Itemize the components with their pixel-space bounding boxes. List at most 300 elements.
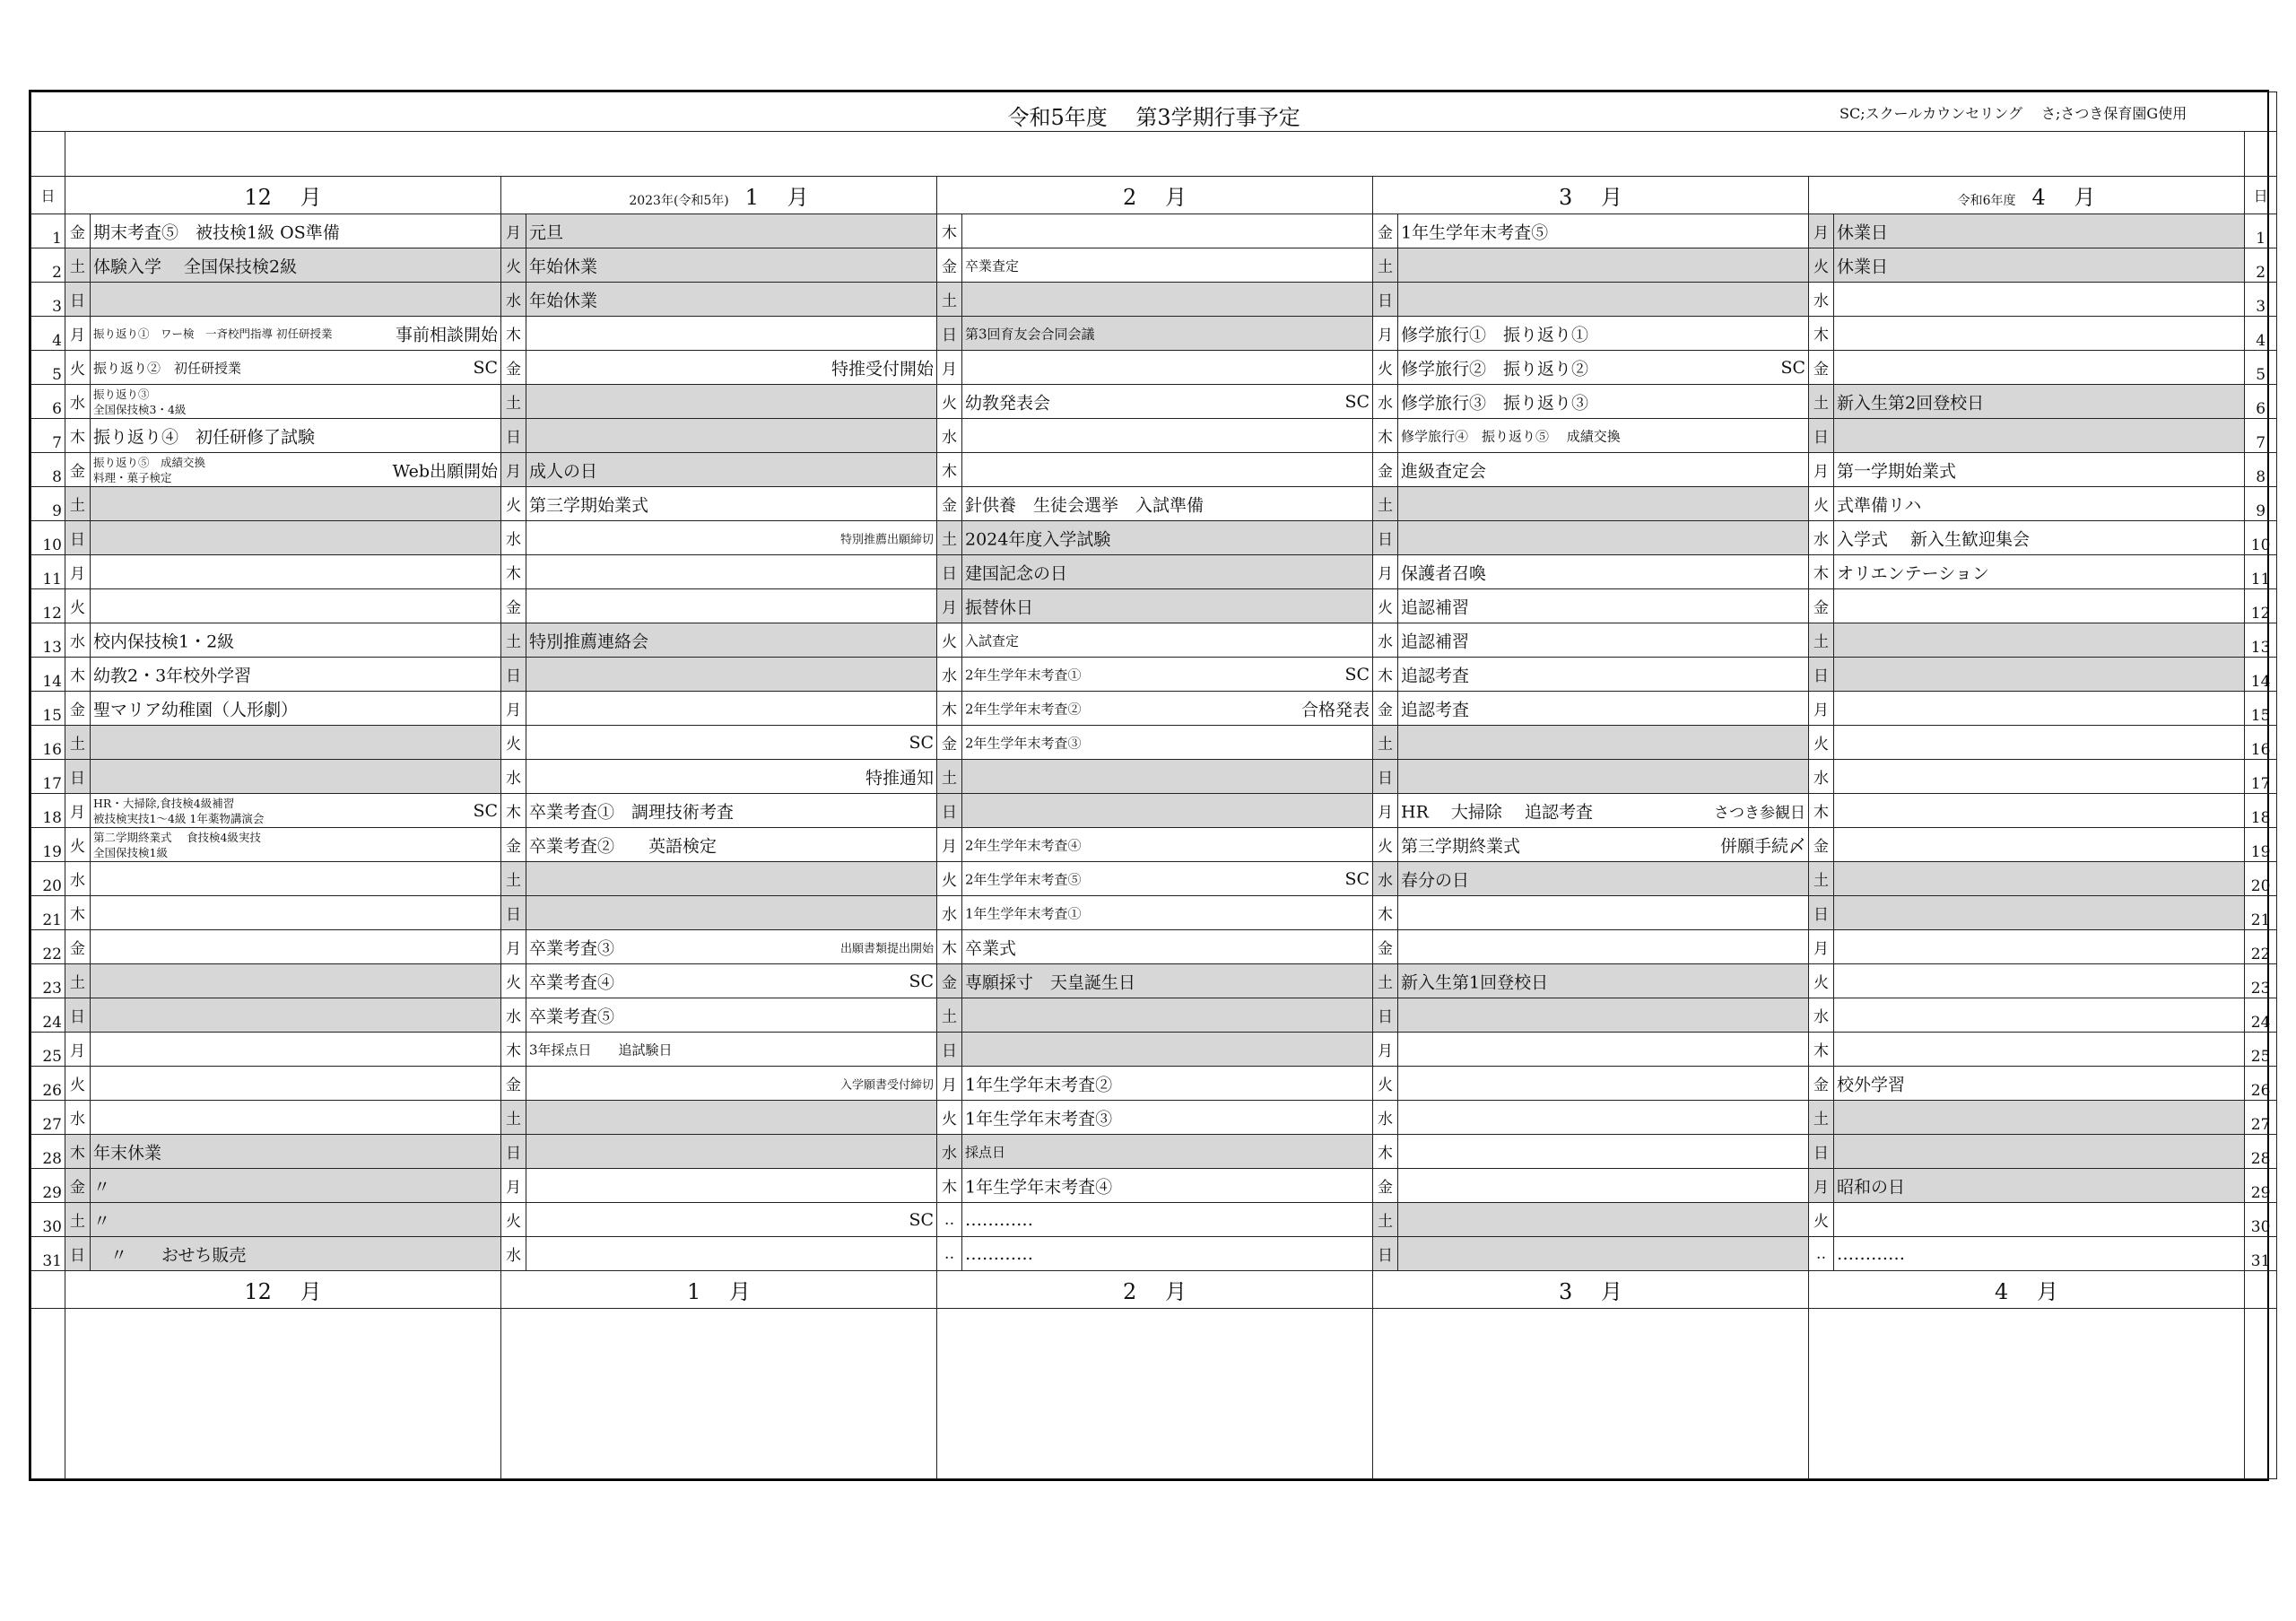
event-cell (91, 317, 501, 351)
event-text: 振替休日 (965, 597, 1034, 617)
event-text: 2年生学年末考査① (965, 667, 1082, 683)
weekday-cell (937, 555, 962, 589)
event-cell (962, 726, 1373, 760)
event-note: 特推通知 (865, 768, 934, 788)
weekday-cell (501, 1135, 526, 1169)
weekday: 土 (70, 736, 85, 754)
event-cell (1834, 726, 2245, 760)
month-header (1373, 177, 1809, 214)
event-cell (91, 623, 501, 658)
event-cell (1398, 317, 1809, 351)
event-cell (962, 283, 1373, 317)
weekday: 火 (1378, 361, 1393, 379)
day-number: 6 (31, 385, 65, 419)
weekday-cell (65, 760, 91, 794)
day-number: 29 (2245, 1169, 2277, 1203)
weekday-cell (65, 453, 91, 487)
weekday-cell (65, 1169, 91, 1203)
weekday: 日 (942, 804, 957, 822)
weekday-cell (1373, 760, 1398, 794)
weekday-cell (937, 419, 962, 453)
weekday: 土 (70, 258, 85, 276)
weekday: 火 (506, 497, 521, 515)
event-cell (1398, 453, 1809, 487)
weekday: 日 (1378, 1247, 1393, 1265)
event-cell (526, 317, 937, 351)
event-cell (1398, 1169, 1809, 1203)
weekday: 月 (506, 1179, 521, 1197)
weekday-cell (65, 521, 91, 555)
event-cell (1834, 248, 2245, 283)
event-cell (1398, 794, 1809, 828)
weekday: 日 (70, 770, 85, 788)
event-cell (1834, 794, 2245, 828)
weekday: 金 (1378, 702, 1393, 719)
day-number: 30 (2245, 1203, 2277, 1237)
event-cell (962, 555, 1373, 589)
event-text: 年始休業 (529, 257, 598, 276)
weekday-cell (1809, 1237, 1834, 1271)
event-text: 入試査定 (965, 632, 1020, 649)
weekday: 金 (942, 974, 957, 992)
event-cell (91, 726, 501, 760)
day-number: 2 (31, 248, 65, 283)
event-cell (962, 589, 1373, 623)
weekday: 木 (70, 667, 85, 685)
event-text: 2年生学年末考査⑤ (965, 871, 1082, 887)
month-footer-label: 2 月 (1123, 1279, 1187, 1304)
event-text: 卒業考査① 調理技術考査 (529, 802, 735, 822)
event-cell (91, 862, 501, 896)
event-text: 3年採点日 追試験日 (529, 1041, 673, 1058)
weekday: 土 (1378, 974, 1393, 992)
event-cell (91, 589, 501, 623)
weekday: 金 (70, 940, 85, 958)
event-cell (526, 1237, 937, 1271)
weekday-cell (1809, 964, 1834, 998)
weekday: 金 (1813, 1076, 1829, 1094)
day-number: 23 (2245, 964, 2277, 998)
notes-area (65, 1309, 501, 1479)
day-number: 15 (31, 692, 65, 726)
weekday-cell (1809, 726, 1834, 760)
weekday-cell (501, 794, 526, 828)
event-cell (1398, 623, 1809, 658)
day-number: 16 (2245, 726, 2277, 760)
event-text: 1年生学年末考査② (965, 1075, 1113, 1094)
weekday: 木 (942, 940, 957, 958)
month-prefix: 2023年(令和5年) (629, 194, 729, 208)
day-number: 19 (31, 828, 65, 862)
event-cell (1834, 419, 2245, 453)
weekday-cell (501, 214, 526, 248)
weekday: 火 (1813, 497, 1829, 515)
event-cell (962, 453, 1373, 487)
month-label: 1 月 (744, 185, 809, 210)
day-number: 13 (2245, 623, 2277, 658)
weekday: 日 (70, 1247, 85, 1265)
weekday-cell (501, 623, 526, 658)
event-cell (526, 794, 937, 828)
event-cell (1398, 1237, 1809, 1271)
day-number: 20 (31, 862, 65, 896)
weekday-cell (1373, 487, 1398, 521)
weekday-cell (501, 1101, 526, 1135)
event-cell (1834, 1169, 2245, 1203)
day-number: 8 (31, 453, 65, 487)
weekday: 水 (70, 633, 85, 651)
day-number: 21 (2245, 896, 2277, 930)
event-text: 進級査定会 (1401, 461, 1487, 481)
event-text: 卒業査定 (965, 257, 1020, 274)
weekday-cell (1373, 794, 1398, 828)
event-cell (526, 487, 937, 521)
event-text: HR・大掃除,食技検4級補習 被技検実技1～4級 1年薬物講演会 (93, 796, 265, 825)
event-text: 校内保技検1・2級 (93, 632, 235, 651)
weekday: ‥ (944, 1244, 955, 1263)
event-cell (91, 555, 501, 589)
weekday: 金 (1813, 838, 1829, 856)
weekday: 月 (506, 463, 521, 481)
event-cell (962, 862, 1373, 896)
event-cell (91, 351, 501, 385)
weekday: 金 (1378, 940, 1393, 958)
weekday: 日 (1813, 667, 1829, 685)
event-cell (526, 998, 937, 1033)
weekday-cell (937, 692, 962, 726)
event-cell (526, 589, 937, 623)
event-cell (962, 419, 1373, 453)
day-number: 6 (2245, 385, 2277, 419)
event-text: 新入生第2回登校日 (1837, 393, 1985, 413)
weekday-cell (937, 521, 962, 555)
month-footer (65, 1271, 501, 1309)
event-cell (1834, 214, 2245, 248)
day-number: 18 (31, 794, 65, 828)
event-cell (1398, 1033, 1809, 1067)
event-note: 併願手続〆 (1719, 836, 1805, 856)
event-cell (1398, 214, 1809, 248)
weekday-cell (65, 896, 91, 930)
day-label (2245, 177, 2277, 214)
weekday: 金 (70, 702, 85, 719)
event-cell (1398, 998, 1809, 1033)
event-cell (1834, 521, 2245, 555)
weekday: 火 (506, 736, 521, 754)
event-text: 保護者召喚 (1401, 563, 1487, 583)
weekday-cell (937, 385, 962, 419)
day-number: 11 (31, 555, 65, 589)
day-number: 15 (2245, 692, 2277, 726)
event-cell (91, 760, 501, 794)
event-cell (1834, 964, 2245, 998)
weekday-cell (937, 1067, 962, 1101)
weekday: 月 (942, 599, 957, 617)
event-cell (1834, 1033, 2245, 1067)
weekday: 火 (70, 599, 85, 617)
weekday-cell (65, 862, 91, 896)
event-text: 追認補習 (1401, 632, 1470, 651)
weekday-cell (65, 214, 91, 248)
weekday-cell (1809, 589, 1834, 623)
weekday: 火 (1378, 1076, 1393, 1094)
day-label (31, 177, 65, 214)
weekday-cell (937, 1101, 962, 1135)
weekday-cell (1373, 589, 1398, 623)
event-cell (526, 555, 937, 589)
event-note: SC (909, 732, 934, 753)
month-footer (937, 1271, 1373, 1309)
event-cell (962, 964, 1373, 998)
event-cell (526, 964, 937, 998)
weekday-cell (937, 351, 962, 385)
weekday: 月 (1813, 224, 1829, 242)
event-text: 特別推薦連絡会 (529, 632, 649, 651)
weekday-cell (501, 248, 526, 283)
weekday-cell (1809, 692, 1834, 726)
weekday: 日 (942, 565, 957, 583)
event-text: 第一学期始業式 (1837, 461, 1957, 481)
weekday: 水 (1378, 1111, 1393, 1129)
event-cell (526, 726, 937, 760)
schedule-table (30, 92, 2277, 1479)
weekday-cell (501, 1067, 526, 1101)
event-text: 建国記念の日 (965, 563, 1068, 583)
weekday-cell (65, 623, 91, 658)
weekday: 火 (942, 1111, 957, 1129)
day-number: 24 (31, 998, 65, 1033)
event-cell (962, 1135, 1373, 1169)
month-footer (1809, 1271, 2245, 1309)
event-cell (962, 248, 1373, 283)
weekday: 土 (506, 395, 521, 413)
weekday-cell (1373, 521, 1398, 555)
weekday-cell (1373, 385, 1398, 419)
event-cell (1398, 283, 1809, 317)
event-text: 元旦 (529, 222, 564, 242)
event-cell (1834, 760, 2245, 794)
event-cell (962, 1101, 1373, 1135)
weekday-cell (65, 385, 91, 419)
event-cell (526, 351, 937, 385)
day-number: 27 (2245, 1101, 2277, 1135)
event-cell (91, 1135, 501, 1169)
weekday: 日 (1378, 531, 1393, 549)
weekday-cell (65, 283, 91, 317)
event-cell (1834, 930, 2245, 964)
event-note: 合格発表 (1300, 700, 1370, 719)
weekday-cell (937, 589, 962, 623)
weekday-cell (501, 487, 526, 521)
weekday-cell (937, 862, 962, 896)
weekday: 火 (1813, 258, 1829, 276)
event-text: 体験入学 全国保技検2級 (93, 257, 298, 276)
event-text: ‥‥‥‥‥‥ (965, 1209, 1034, 1230)
schedule-sheet (29, 90, 2269, 1481)
event-text: 休業日 (1837, 257, 1889, 276)
event-text: 追認考査 (1401, 666, 1470, 685)
weekday-cell (1809, 930, 1834, 964)
weekday: 木 (70, 906, 85, 924)
weekday-cell (1373, 692, 1398, 726)
event-note: 特推受付開始 (831, 359, 934, 379)
weekday: 木 (1378, 906, 1393, 924)
weekday: 木 (70, 1145, 85, 1163)
weekday-cell (1809, 794, 1834, 828)
event-text: 修学旅行② 振り返り② (1401, 359, 1589, 379)
month-header (501, 177, 937, 214)
event-text: 追認考査 (1401, 700, 1470, 719)
day-label-text: 日 (40, 187, 56, 205)
blank-cell (31, 132, 65, 177)
weekday: 水 (942, 429, 957, 447)
weekday: 木 (70, 429, 85, 447)
event-text: 春分の日 (1401, 870, 1470, 890)
weekday: 日 (1378, 1008, 1393, 1026)
event-cell (526, 658, 937, 692)
event-text: 修学旅行③ 振り返り③ (1401, 393, 1589, 413)
event-cell (91, 1203, 501, 1237)
event-text: 聖マリア幼稚園（人形劇） (93, 700, 299, 719)
event-cell (526, 623, 937, 658)
event-note: 入学願書受付締切 (839, 1078, 934, 1092)
event-text: 年始休業 (529, 291, 598, 310)
weekday-cell (1373, 1237, 1398, 1271)
event-cell (1398, 726, 1809, 760)
weekday-cell (937, 214, 962, 248)
weekday: 日 (942, 1042, 957, 1060)
weekday-cell (1809, 521, 1834, 555)
weekday-cell (65, 998, 91, 1033)
event-text: 卒業考査② 英語検定 (529, 836, 718, 856)
weekday: 金 (1378, 463, 1393, 481)
weekday: 火 (70, 1076, 85, 1094)
weekday-cell (501, 385, 526, 419)
weekday-cell (1373, 1203, 1398, 1237)
weekday-cell (937, 1237, 962, 1271)
weekday-cell (937, 964, 962, 998)
weekday: 水 (70, 872, 85, 890)
day-number: 1 (31, 214, 65, 248)
day-number: 24 (2245, 998, 2277, 1033)
weekday-cell (1809, 862, 1834, 896)
event-text: 1年生学年末考査④ (965, 1177, 1113, 1197)
event-cell (91, 1169, 501, 1203)
weekday-cell (65, 555, 91, 589)
event-text: 第3回育友会合同会議 (965, 326, 1095, 342)
event-text: 追認補習 (1401, 597, 1470, 617)
weekday: 木 (1378, 429, 1393, 447)
weekday-cell (501, 896, 526, 930)
event-cell (526, 453, 937, 487)
event-cell (91, 1101, 501, 1135)
blank-cell (31, 1271, 65, 1309)
event-text: 第三学期終業式 (1401, 836, 1521, 856)
day-number: 17 (2245, 760, 2277, 794)
weekday-cell (937, 623, 962, 658)
weekday: 土 (942, 531, 957, 549)
weekday-cell (65, 248, 91, 283)
event-cell (526, 862, 937, 896)
event-cell (962, 658, 1373, 692)
event-text: 卒業式 (965, 938, 1017, 958)
event-cell (962, 623, 1373, 658)
event-text: 式準備リハ (1837, 495, 1922, 515)
weekday-cell (1809, 214, 1834, 248)
event-text: 新入生第1回登校日 (1401, 972, 1549, 992)
weekday: 月 (70, 804, 85, 822)
weekday: 木 (1813, 565, 1829, 583)
day-number: 13 (31, 623, 65, 658)
event-note: さつき参観日 (1714, 804, 1805, 822)
event-cell (962, 1169, 1373, 1203)
event-cell (1834, 589, 2245, 623)
weekday: 火 (506, 1213, 521, 1231)
weekday: 土 (70, 1213, 85, 1231)
event-cell (526, 283, 937, 317)
month-label: 2 月 (1123, 185, 1187, 210)
weekday: 月 (942, 838, 957, 856)
event-cell (1398, 964, 1809, 998)
weekday: 金 (942, 736, 957, 754)
event-text: 卒業考査④ (529, 972, 615, 992)
event-text: 入学式 新入生歓迎集会 (1837, 529, 2031, 549)
weekday: 土 (506, 872, 521, 890)
event-cell (526, 1135, 937, 1169)
event-cell (1398, 658, 1809, 692)
event-cell (1398, 1101, 1809, 1135)
weekday-cell (501, 419, 526, 453)
weekday-cell (501, 1237, 526, 1271)
weekday-cell (937, 487, 962, 521)
month-footer (1373, 1271, 1809, 1309)
weekday-cell (1809, 248, 1834, 283)
weekday-cell (1373, 283, 1398, 317)
weekday: 水 (1378, 395, 1393, 413)
weekday-cell (937, 1203, 962, 1237)
weekday: 土 (1813, 1111, 1829, 1129)
event-text: 幼教発表会 (965, 393, 1051, 413)
weekday: 月 (1378, 804, 1393, 822)
weekday-cell (937, 998, 962, 1033)
event-cell (962, 930, 1373, 964)
event-text: 針供養 生徒会選挙 入試準備 (965, 495, 1205, 515)
event-cell (91, 964, 501, 998)
weekday: 日 (70, 292, 85, 310)
weekday: 木 (1813, 1042, 1829, 1060)
weekday-cell (937, 317, 962, 351)
weekday-cell (1373, 964, 1398, 998)
day-number: 21 (31, 896, 65, 930)
weekday: 土 (1813, 395, 1829, 413)
event-cell (91, 828, 501, 862)
weekday-cell (65, 1033, 91, 1067)
event-text: 振り返り① ワー検 一斉校門指導 初任研授業 (93, 327, 333, 340)
weekday-cell (1809, 1101, 1834, 1135)
weekday-cell (65, 658, 91, 692)
weekday-cell (65, 828, 91, 862)
event-cell (91, 794, 501, 828)
event-cell (91, 419, 501, 453)
weekday-cell (501, 930, 526, 964)
weekday: 月 (70, 327, 85, 344)
weekday: 金 (942, 497, 957, 515)
day-number: 7 (2245, 419, 2277, 453)
weekday-cell (937, 1169, 962, 1203)
weekday: 水 (506, 770, 521, 788)
event-cell (1398, 896, 1809, 930)
weekday-cell (937, 453, 962, 487)
